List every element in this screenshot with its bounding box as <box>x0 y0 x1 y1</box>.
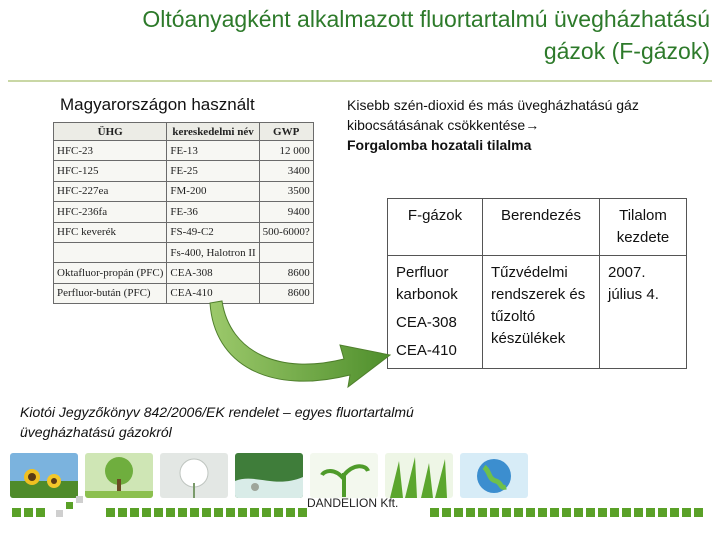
table-row <box>54 222 314 242</box>
square <box>130 508 139 517</box>
square <box>574 508 583 517</box>
ghg-table-header-row <box>54 123 314 141</box>
square <box>598 508 607 517</box>
title-divider <box>8 80 712 82</box>
table-cell: HFC keverék <box>54 222 167 242</box>
square <box>526 508 535 517</box>
ghg-header-ghg: ÜHG <box>54 123 167 141</box>
square <box>562 508 571 517</box>
dandelion-photo <box>160 453 228 498</box>
table-cell: CEA-410 <box>167 283 259 303</box>
f-gas-header-start: Tilalom kezdete <box>600 199 687 256</box>
square <box>490 508 499 517</box>
square <box>694 508 703 517</box>
table-row <box>54 263 314 283</box>
sprout-photo <box>310 453 378 498</box>
square <box>610 508 619 517</box>
tree-photo <box>85 453 153 498</box>
f-gas-table <box>387 198 687 369</box>
square <box>190 508 199 517</box>
table-cell: 12 000 <box>259 141 313 161</box>
square <box>634 508 643 517</box>
square <box>622 508 631 517</box>
intro-text <box>347 95 707 155</box>
table-cell: 8600 <box>259 263 313 283</box>
table-cell: HFC-23 <box>54 141 167 161</box>
f-gas-header-gases: F-gázok <box>388 199 483 256</box>
table-cell: CEA-308 <box>167 263 259 283</box>
f-gas-cell-gases <box>388 256 483 369</box>
globe-photo <box>460 453 528 498</box>
title-line-2: gázok (F-gázok) <box>543 38 710 64</box>
square <box>214 508 223 517</box>
square <box>682 508 691 517</box>
slide-title <box>0 0 720 80</box>
square <box>454 508 463 517</box>
river-photo <box>235 453 303 498</box>
table-cell: 8600 <box>259 283 313 303</box>
square <box>646 508 655 517</box>
ghg-header-trade-name: kereskedelmi név <box>167 123 259 141</box>
square <box>36 508 45 517</box>
gas-item: CEA-410 <box>396 342 457 359</box>
table-cell <box>259 242 313 262</box>
table-row <box>54 181 314 201</box>
sunflower-photo <box>10 453 78 498</box>
square <box>56 510 63 517</box>
square <box>226 508 235 517</box>
square <box>24 508 33 517</box>
grass-photo <box>385 453 453 498</box>
square <box>298 508 307 517</box>
square <box>550 508 559 517</box>
square <box>670 508 679 517</box>
square <box>586 508 595 517</box>
table-row <box>54 242 314 262</box>
ghg-table <box>53 122 314 304</box>
square <box>166 508 175 517</box>
ghg-header-gwp: GWP <box>259 123 313 141</box>
table-cell: Perfluor-bután (PFC) <box>54 283 167 303</box>
table-row <box>54 202 314 222</box>
square <box>478 508 487 517</box>
table-row <box>54 161 314 181</box>
f-gas-row <box>388 256 687 369</box>
table-cell: 9400 <box>259 202 313 222</box>
f-gas-header-equipment: Berendezés <box>483 199 600 256</box>
right-arrow-icon: → <box>525 117 540 133</box>
square <box>154 508 163 517</box>
square <box>202 508 211 517</box>
table-cell: FE-25 <box>167 161 259 181</box>
square <box>250 508 259 517</box>
square <box>430 508 439 517</box>
table-cell: FE-13 <box>167 141 259 161</box>
square <box>178 508 187 517</box>
table-cell: 3500 <box>259 181 313 201</box>
square <box>466 508 475 517</box>
table-cell: HFC-227ea <box>54 181 167 201</box>
f-gas-cell-start: 2007. július 4. <box>600 256 687 369</box>
table-cell <box>54 242 167 262</box>
curved-arrow-icon <box>200 295 400 405</box>
square <box>262 508 271 517</box>
table-cell: FS-49-C2 <box>167 222 259 242</box>
intro-bold-line: Forgalomba hozatali tilalma <box>347 137 532 153</box>
table-cell: Oktafluor-propán (PFC) <box>54 263 167 283</box>
table-cell: HFC-236fa <box>54 202 167 222</box>
square <box>514 508 523 517</box>
table-cell: HFC-125 <box>54 161 167 181</box>
square <box>66 502 73 509</box>
square <box>286 508 295 517</box>
square <box>12 508 21 517</box>
square <box>118 508 127 517</box>
table-row <box>54 141 314 161</box>
square <box>442 508 451 517</box>
square <box>502 508 511 517</box>
table-cell: FE-36 <box>167 202 259 222</box>
intro-line: Kisebb szén-dioxid és más üvegházhatású gáz kibocsátásának csökkentése <box>347 97 639 133</box>
left-heading: Magyarországon használt <box>60 95 255 114</box>
square <box>142 508 151 517</box>
decorative-squares <box>0 508 720 528</box>
gas-item: CEA-308 <box>396 314 457 331</box>
square <box>274 508 283 517</box>
footer-company: DANDELION Kft. <box>307 496 399 510</box>
title-line-1: Oltóanyagként alkalmazott fluortartalmú üvegházhatású <box>142 6 710 32</box>
square <box>538 508 547 517</box>
table-cell: FM-200 <box>167 181 259 201</box>
square <box>238 508 247 517</box>
gas-label: Perfluor karbonok <box>396 264 458 303</box>
square <box>76 496 83 503</box>
table-cell: 3400 <box>259 161 313 181</box>
table-cell: 500-6000? <box>259 222 313 242</box>
square <box>106 508 115 517</box>
f-gas-header-row <box>388 199 687 256</box>
square <box>658 508 667 517</box>
table-cell: Fs-400, Halotron II <box>167 242 259 262</box>
kyoto-protocol-text: Kiotói Jegyzőkönyv 842/2006/EK rendelet – egyes fluortartalmú üvegházhatású gázokról <box>20 404 414 440</box>
f-gas-cell-equipment: Tűzvédelmi rendszerek és tűzoltó készülékek <box>483 256 600 369</box>
